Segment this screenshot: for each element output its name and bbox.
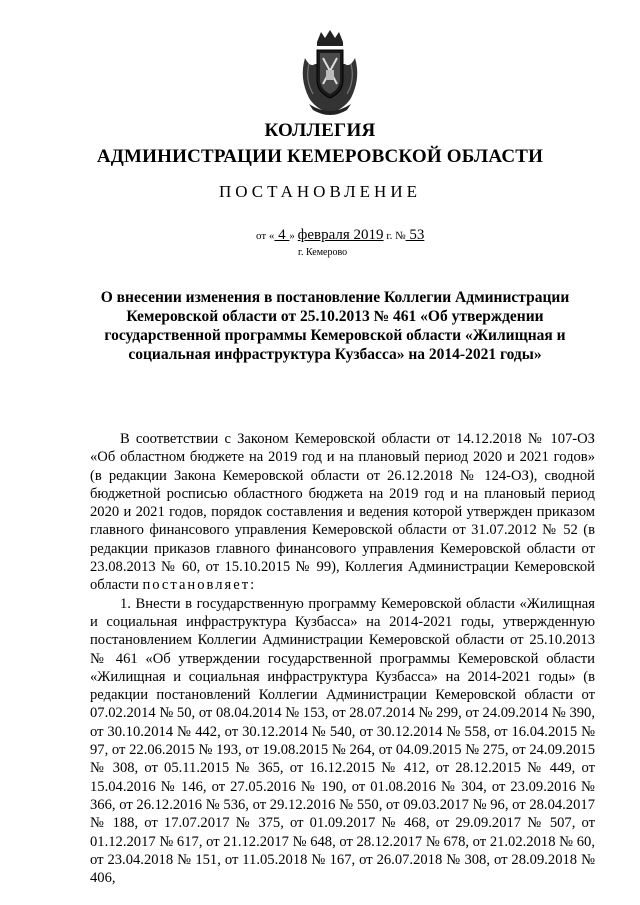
org-name-line1: КОЛЛЕГИЯ [264,120,376,141]
org-name-line2: АДМИНИСТРАЦИИ КЕМЕРОВСКОЙ ОБЛАСТИ [96,146,544,167]
paragraph-preamble [90,430,595,595]
coat-of-arms-emblem [295,28,365,118]
date-line [256,227,424,244]
preamble-resolves: постановляет: [142,577,257,594]
date-year-suffix: г. [383,230,393,242]
document-body [90,430,595,887]
preamble-text: В соответствии с Законом Кемеровской области от 14.12.2018 № 107-ОЗ «Об областном бюджете на 2019 год и на плановый период 2020 и 2021 годов» (в редакции Закона Кемеровской области от 26.12.2018 № 124-ОЗ), сводной бюджетной росписью областного бюджета на 2019 год и на плановый период 2020 и 2021 годов, порядок составления и ведения которой утвержден приказом главного финансового управления Кемеровской области от 31.07.2012 № 52 (в редакции приказов главного финансового управления Кемеровской области от 23.08.2013 № 60, от 15.10.2015 № 99), Коллегия Администрации Кемеровской области [90,431,595,594]
document-number: 53 [405,227,425,243]
date-month-year: февраля 2019 [297,227,384,243]
document-title: О внесении изменения в постановление Коллегии Администрации Кемеровской области от 25.10.2013 № 461 «Об утверждении государственной программы Кемеровской области «Жилищная и социальная инфраструктура Кузбасса» на 2014-2021 годы» [100,289,570,363]
date-mid: » [289,230,298,242]
date-prefix: от « [256,230,275,242]
city: г. Кемерово [298,247,348,258]
date-day: 4 [274,227,290,243]
document-type: ПОСТАНОВЛЕНИЕ [218,182,421,201]
number-prefix: № [392,230,406,242]
paragraph-item-1: 1. Внести в государственную программу Кемеровской области «Жилищная и социальная инфраструктура Кузбасса» на 2014-2021 годы, утвержденную постановлением Коллегии Администрации Кемеровской области от 25.10.2013 № 461 «Об утверждении государственной программы Кемеровской области «Жилищная и социальная инфраструктура Кузбасса» на 2014-2021 годы» (в редакции постановлений Коллегии Администрации Кемеровской области от 07.02.2014 № 50, от 08.04.2014 № 153, от 28.07.2014 № 299, от 24.09.2014 № 390, от 30.10.2014 № 442, от 30.12.2014 № 540, от 30.12.2014 № 558, от 16.04.2015 № 97, от 22.06.2015 № 193, от 19.08.2015 № 264, от 04.09.2015 № 275, от 24.09.2015 № 308, от 05.11.2015 № 365, от 16.12.2015 № 412, от 28.12.2015 № 449, от 15.04.2016 № 146, от 27.05.2016 № 190, от 01.08.2016 № 304, от 23.09.2016 № 366, от 26.12.2016 № 536, от 29.12.2016 № 550, от 09.03.2017 № 96, от 28.04.2017 № 188, от 17.07.2017 № 375, от 01.09.2017 № 468, от 29.09.2017 № 507, от 01.12.2017 № 617, от 21.12.2017 № 648, от 28.12.2017 № 678, от 21.02.2018 № 60, от 23.04.2018 № 151, от 11.05.2018 № 167, от 26.07.2018 № 308, от 28.09.2018 № 406, [90,595,595,887]
